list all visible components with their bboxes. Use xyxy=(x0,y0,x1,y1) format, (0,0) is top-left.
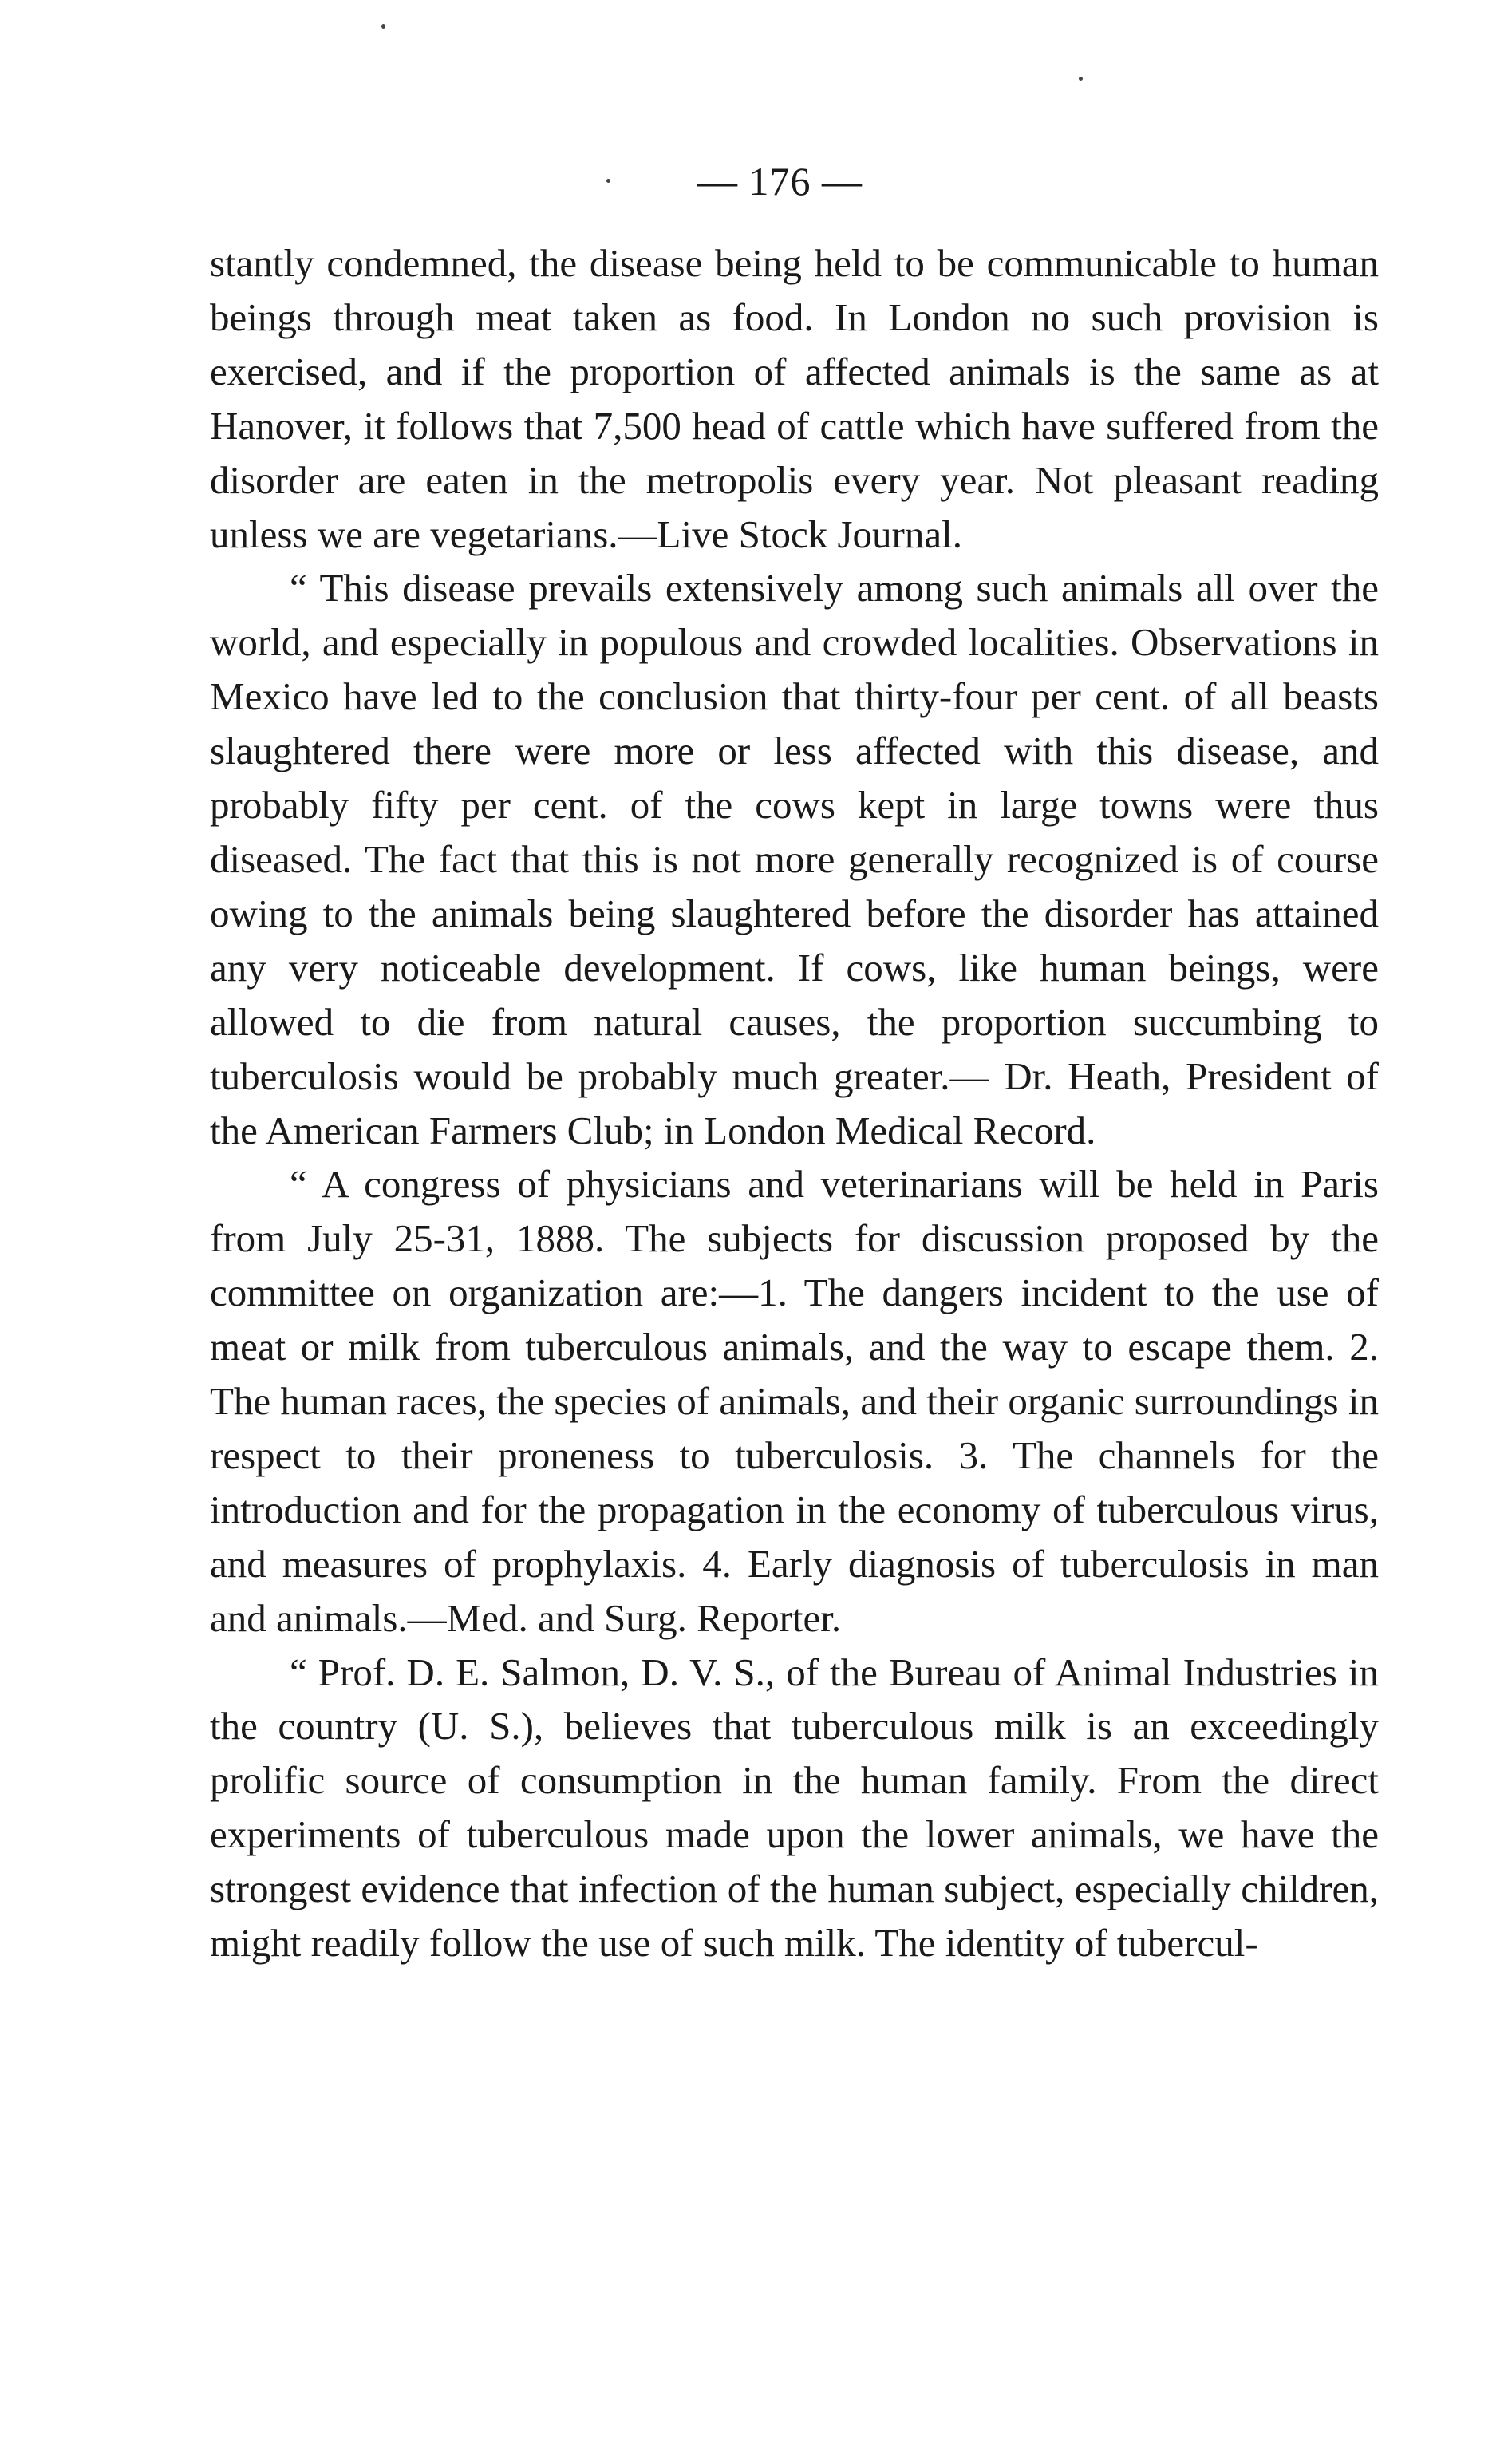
paragraph-dr-heath-quote: “ This disease prevails extensively among such animals all over the world, and especially in populous and crowded localities. Observations in Mexico have led to the conclusion that thirty-four per cent. of all beasts slaughtered there were more or less affected with this disease, and probably fifty per cent. of the cows kept in large towns were thus diseased. The fact that this is not more generally recognized is of course owing to the animals being slaughtered before the disorder has attained any very noticeable development. If cows, like human beings, were allowed to die from natural causes, the proportion succumbing to tuberculosis would be probably much greater.— Dr. Heath, President of the American Farmers Club; in London Medical Record. xyxy=(210,566,1379,1152)
paragraph-paris-congress-quote: “ A congress of physicians and veterinarians will be held in Paris from July 25-31, 1888. The subjects for discussion proposed by the committee on organization are:—1. The dangers incident to the use of meat or milk from tuberculous animals, and the way to escape them. 2. The human races, the species of animals, and their organic surroundings in respect to their proneness to tuberculosis. 3. The channels for the introduction and for the propagation in the economy of tuberculous virus, and measures of prophylaxis. 4. Early diagnosis of tuberculosis in man and animals.—Med. and Surg. Reporter. xyxy=(210,1162,1379,1640)
scan-speck xyxy=(1079,77,1083,81)
body-text xyxy=(210,236,1379,1970)
paragraph-live-stock-journal: stantly condemned, the disease being held to be communicable to human beings through meat taken as food. In London no such provision is exercised, and if the proportion of affected animals is the same as at Hanover, it follows that 7,500 head of cattle which have suffered from the disorder are eaten in the metropolis every year. Not pleasant reading unless we are vegetarians.—Live Stock Journal. xyxy=(210,241,1379,556)
page-number-text: — 176 — xyxy=(697,159,863,203)
scan-speck xyxy=(381,24,385,29)
paragraph-prof-salmon-quote: “ Prof. D. E. Salmon, D. V. S., of the Bureau of Animal Industries in the country (U. S.), believes that tuberculous milk is an exceedingly prolific source of consumption in the human family. From the direct experiments of tuberculous made upon the lower animals, we have the strongest evidence that infection of the human subject, especially children, might readily follow the use of such milk. The identity of tubercul- xyxy=(210,1650,1379,1966)
page-number xyxy=(0,158,1512,204)
